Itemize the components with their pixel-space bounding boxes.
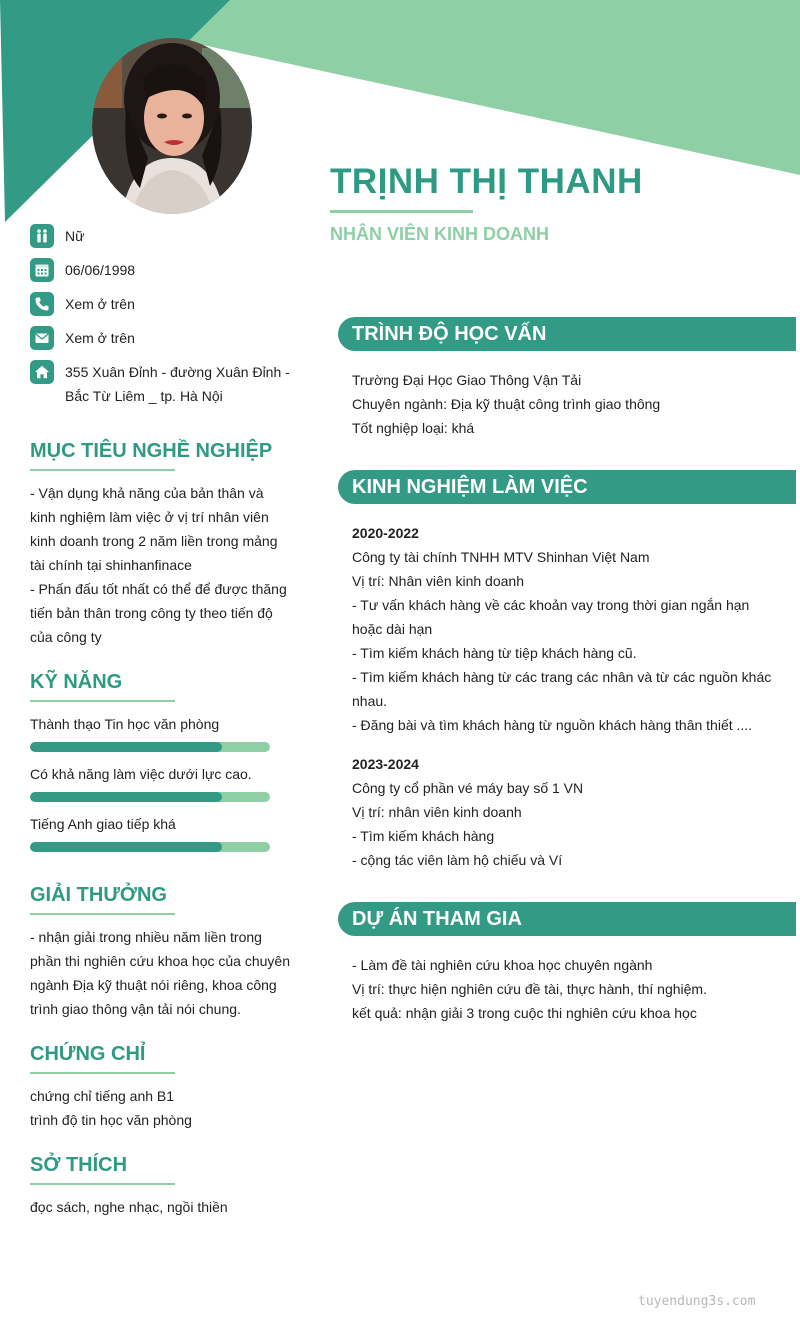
avatar: [92, 38, 252, 214]
job-entry: [352, 752, 772, 872]
job-duty: - Tìm kiếm khách hàng từ các trang các nhân và từ các nguồn khác nhau.: [352, 669, 772, 709]
awards-body: - nhận giải trong nhiều năm liền trong phần thi nghiên cứu khoa học của chuyên ngành Địa kỹ thuật nói riêng, khoa công trình giao thông vận tải nói chung.: [30, 929, 291, 1017]
contact-item-birthday: [30, 258, 300, 282]
heading-underline: [30, 469, 175, 471]
home-icon: [30, 360, 54, 384]
objective-section: [30, 440, 300, 649]
project-line: Vị trí: thực hiện nghiên cứu đề tài, thực hành, thí nghiệm.: [352, 981, 707, 997]
skills-heading: KỸ NĂNG: [30, 671, 123, 693]
job-duty: - Tư vấn khách hàng về các khoản vay trong thời gian ngắn hạn hoặc dài hạn: [352, 597, 750, 637]
projects-banner: [338, 902, 796, 936]
certificates-heading: CHỨNG CHỈ: [30, 1043, 146, 1065]
email-text: Xem ở trên: [65, 330, 135, 346]
skill-label: Có khả năng làm việc dưới lực cao.: [30, 766, 252, 782]
contact-item-address: [30, 360, 300, 408]
job-duty: - cộng tác viên làm hộ chiếu và Ví: [352, 852, 563, 868]
education-body: [352, 368, 792, 440]
education-line: Tốt nghiệp loại: khá: [352, 420, 475, 436]
job-position: Vị trí: Nhân viên kinh doanh: [352, 573, 524, 589]
skill-item: [30, 814, 300, 852]
gender-text: Nữ: [65, 228, 85, 244]
heading-underline: [30, 913, 175, 915]
certificate-item: chứng chỉ tiếng anh B1: [30, 1088, 175, 1104]
birthday-text: 06/06/1998: [65, 262, 136, 278]
objective-heading: MỤC TIÊU NGHỀ NGHIỆP: [30, 440, 273, 462]
certificates-body: [30, 1084, 300, 1132]
certificates-section: [30, 1043, 300, 1132]
skill-bar-fill: [30, 842, 222, 852]
job-position: Vị trí: nhân viên kinh doanh: [352, 804, 522, 820]
heading-underline: [30, 1183, 175, 1185]
name-underline: [330, 210, 473, 213]
experience-heading: KINH NGHIỆM LÀM VIỆC: [352, 476, 588, 498]
job-period: 2020-2022: [352, 525, 419, 541]
phone-icon: [30, 292, 54, 316]
hobbies-heading: SỞ THÍCH: [30, 1154, 128, 1176]
job-duty: - Đăng bài và tìm khách hàng từ nguồn khách hàng thân thiết ....: [352, 717, 753, 733]
skill-bar-fill: [30, 792, 222, 802]
skill-bar: [30, 792, 270, 802]
objective-line: - Vận dụng khả năng của bản thân và kinh nghiệm làm việc ở vị trí nhân viên kinh doanh trong 2 năm liền trong mảng tài chính tại shinhanfinace: [30, 485, 278, 573]
objective-body: [30, 481, 292, 649]
address-text: 355 Xuân Đỉnh - đường Xuân Đỉnh - Bắc Từ Liêm _ tp. Hà Nội: [65, 364, 290, 404]
skills-section: [30, 671, 300, 852]
skill-label: Tiếng Anh giao tiếp khá: [30, 816, 176, 832]
experience-banner: [338, 470, 796, 504]
job-company: Công ty cổ phần vé máy bay số 1 VN: [352, 780, 584, 796]
phone-text: Xem ở trên: [65, 296, 135, 312]
job-duty: - Tìm kiếm khách hàng: [352, 828, 495, 844]
watermark: tuyendung3s.com: [638, 1294, 756, 1309]
objective-line: - Phấn đấu tốt nhất có thể để được thăng tiến bản thân trong công ty theo tiến độ của công ty: [30, 581, 287, 645]
heading-underline: [30, 700, 175, 702]
skill-bar: [30, 742, 270, 752]
heading-underline: [30, 1072, 175, 1074]
skill-item: [30, 714, 300, 752]
contact-item-email: [30, 326, 300, 350]
skill-list: [30, 714, 300, 852]
education-banner: [338, 317, 796, 351]
education-line: Chuyên ngành: Địa kỹ thuật công trình giao thông: [352, 396, 661, 412]
projects-heading: DỰ ÁN THAM GIA: [352, 908, 522, 930]
project-line: - Làm đề tài nghiên cứu khoa học chuyên ngành: [352, 957, 653, 973]
contact-item-gender: [30, 224, 300, 248]
candidate-name: TRỊNH THỊ THANH: [330, 162, 643, 201]
projects-body: [352, 953, 792, 1025]
hobbies-section: [30, 1154, 300, 1219]
hobbies-body: đọc sách, nghe nhạc, ngồi thiền: [30, 1199, 228, 1215]
profile-photo: [92, 38, 252, 214]
skill-item: [30, 764, 300, 802]
skill-bar-fill: [30, 742, 222, 752]
job-title: NHÂN VIÊN KINH DOANH: [330, 224, 550, 244]
education-line: Trường Đại Học Giao Thông Vận Tải: [352, 372, 582, 388]
job-duty: - Tìm kiếm khách hàng từ tiệp khách hàng cũ.: [352, 645, 637, 661]
project-line: kết quả: nhận giải 3 trong cuộc thi nghiên cứu khoa học: [352, 1005, 697, 1021]
skill-label: Thành thạo Tin học văn phòng: [30, 716, 220, 732]
job-entry: [352, 521, 772, 737]
education-heading: TRÌNH ĐỘ HỌC VẤN: [352, 323, 547, 345]
awards-heading: GIẢI THƯỞNG: [30, 884, 167, 906]
awards-section: [30, 884, 300, 1021]
certificate-item: trình độ tin học văn phòng: [30, 1112, 192, 1128]
mail-icon: [30, 326, 54, 350]
skill-bar: [30, 842, 270, 852]
gender-icon: [30, 224, 54, 248]
job-company: Công ty tài chính TNHH MTV Shinhan Việt Nam: [352, 549, 650, 565]
calendar-icon: [30, 258, 54, 282]
contact-item-phone: [30, 292, 300, 316]
job-period: 2023-2024: [352, 756, 419, 772]
contact-list: [30, 224, 300, 418]
experience-body: [352, 521, 772, 872]
